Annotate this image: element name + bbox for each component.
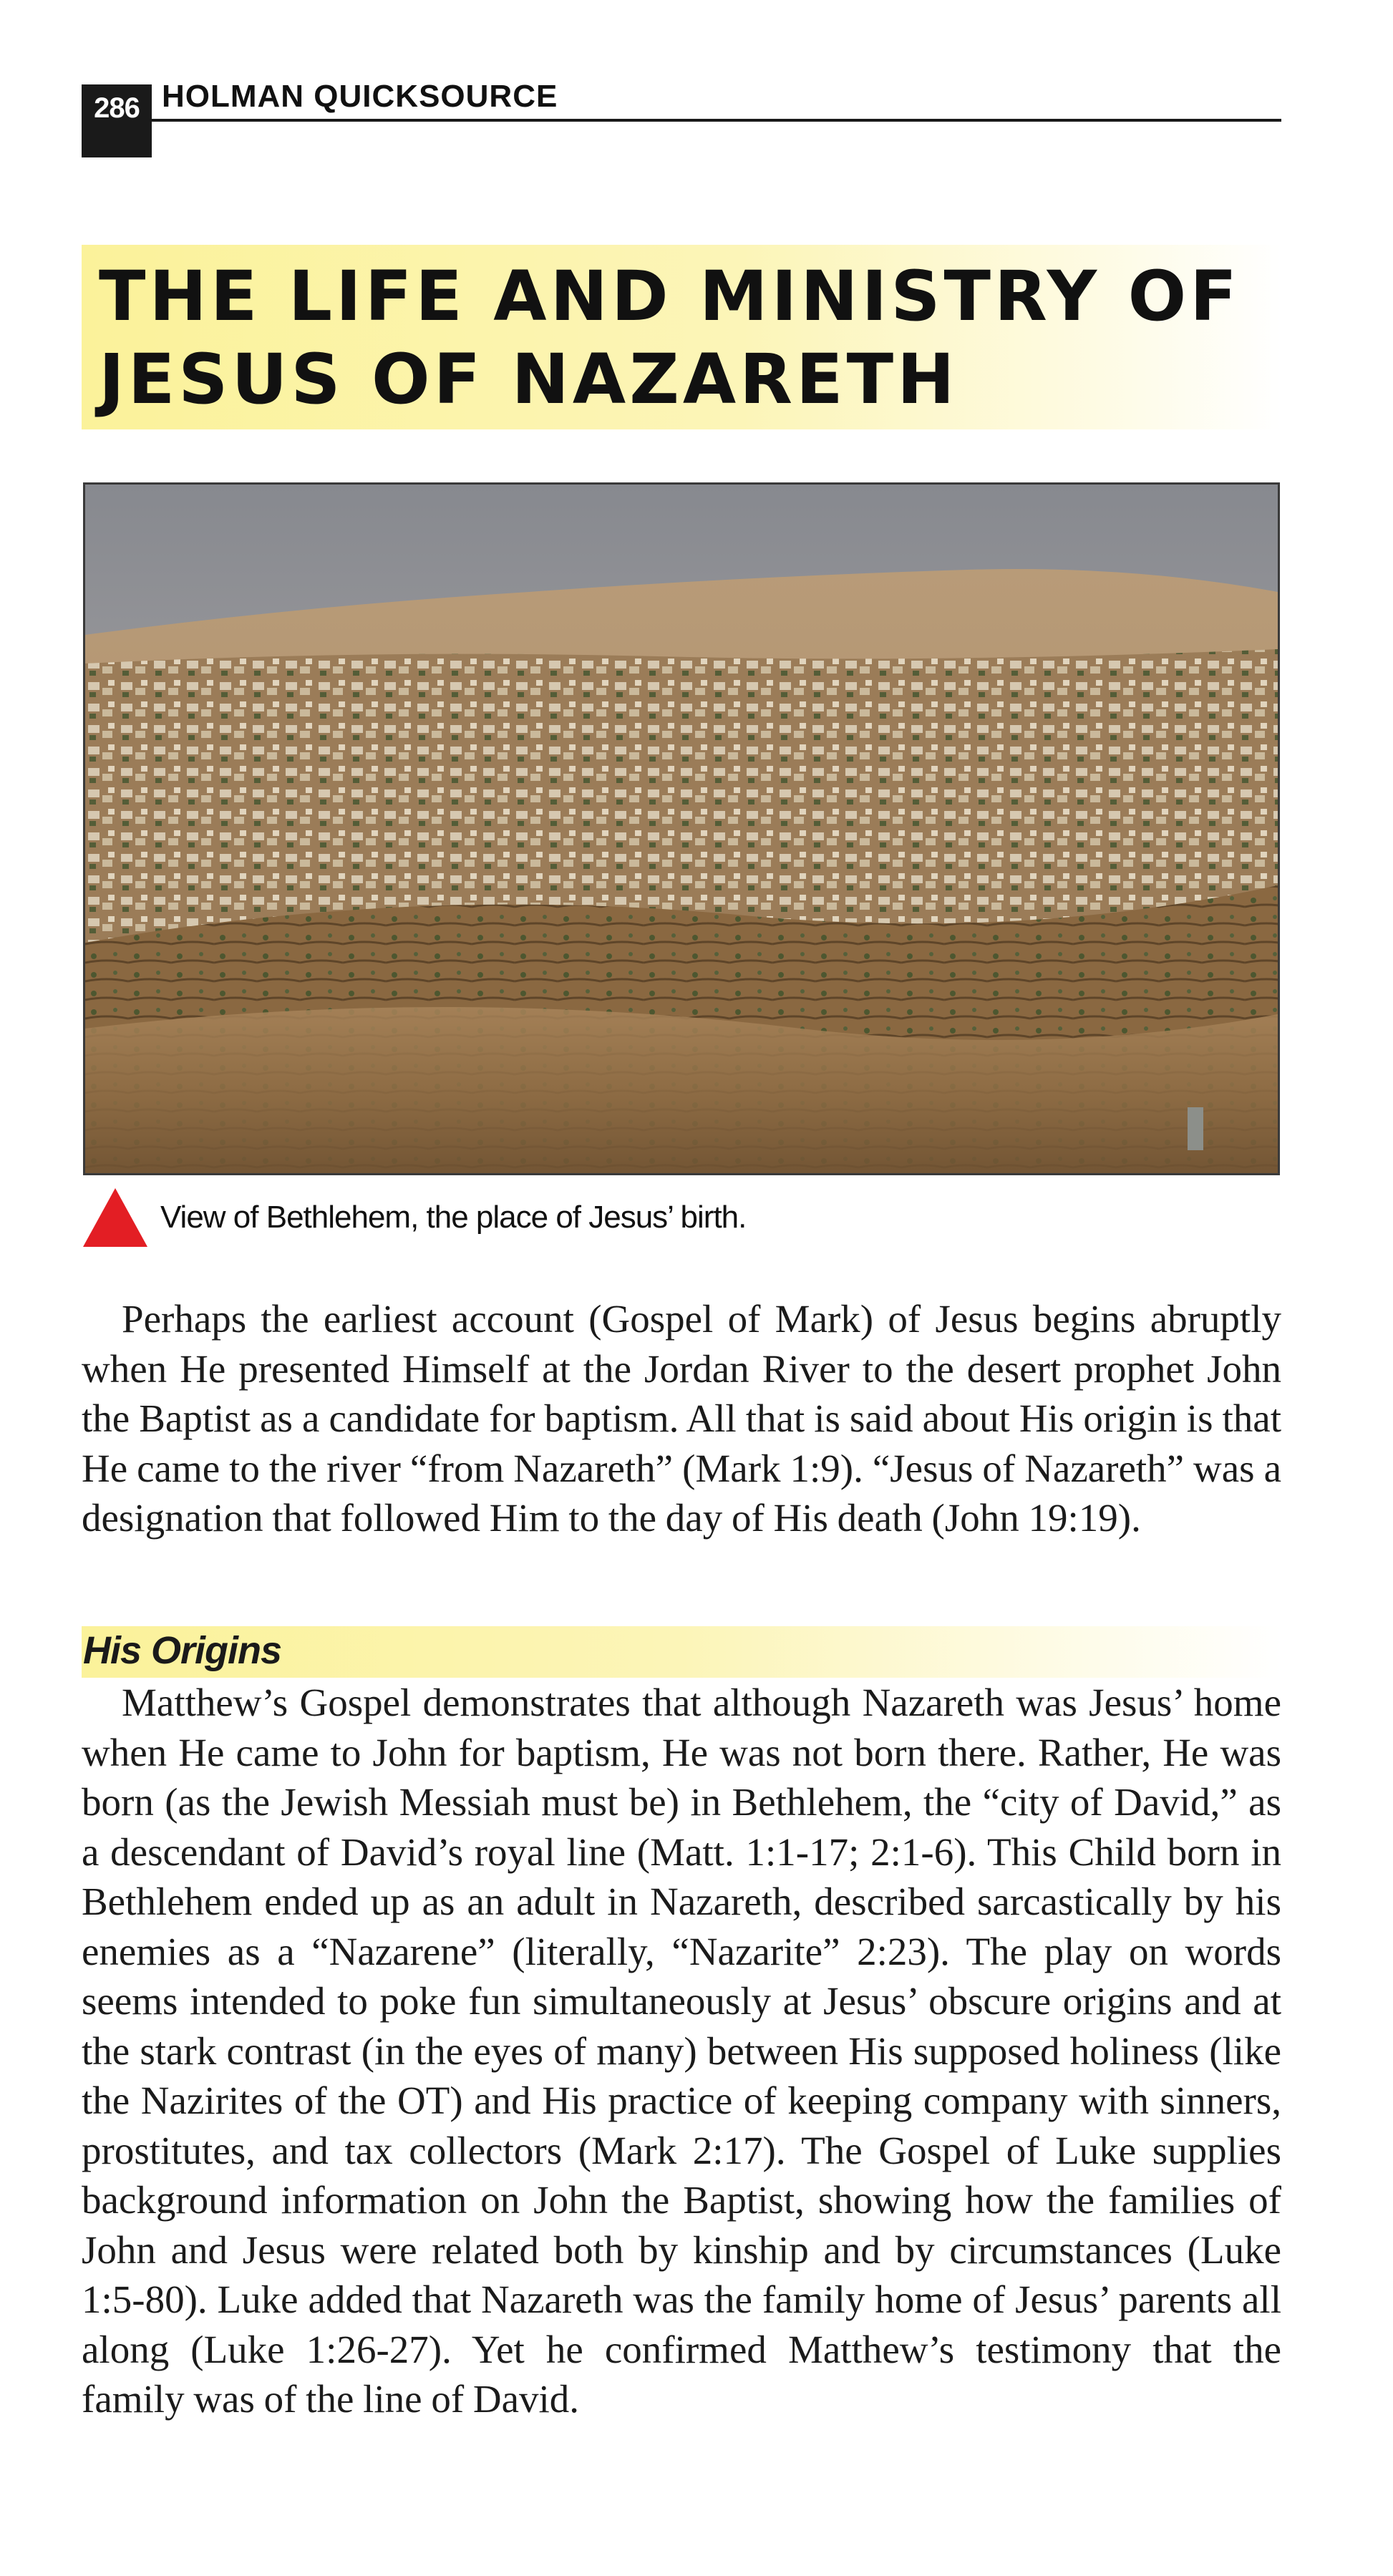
origins-paragraph: Matthew’s Gospel demonstrates that although Nazareth was Jesus’ home when He came to John for baptism, He was not born there. Rather, He was born (as the Jewish Messiah must be) in Bethlehem, the “city of David,” as a descendant of David’s royal line (Matt. 1:1-17; 2:1-6). This Child born in Bethlehem ended up as an adult in Nazareth, described sarcastically by his enemies as a “Nazarene” (literally, “Nazarite” 2:23). The play on words seems intended to poke fun simultaneously at Jesus’ obscure origins and at the stark contrast (in the eyes of many) between His supposed holiness (like the Nazirites of the OT) and His practice of keeping company with sinners, prostitutes, and tax collectors (Mark 2:17). The Gospel of Luke supplies background information on John the Baptist, showing how the families of John and Jesus were related both by kinship and by circumstances (Luke 1:5-80). Luke added that Nazareth was the family home of Jesus’ parents all along (Luke 1:26-27). Yet he confirmed Matthew’s testimony that the family was of the line of David. <box>82 1681 1281 2421</box>
chapter-title: THE LIFE AND MINISTRY OF JESUS OF NAZARETH <box>99 256 1241 419</box>
intro-paragraph: Perhaps the earliest account (Gospel of Mark) of Jesus begins abruptly when He presented Himself at the Jordan River to the desert prophet John the Baptist as a candidate for baptism. All that is said about His origin is that He came to the river “from Nazareth” (Mark 1:9). “Jesus of Nazareth” was a designation that followed Him to the day of His death (John 19:19). <box>82 1297 1281 1540</box>
bethlehem-photo <box>83 482 1280 1175</box>
red-triangle-icon <box>82 1187 149 1248</box>
landscape-illustration <box>85 485 1278 1173</box>
running-header <box>82 77 1281 157</box>
section-heading: His Origins <box>83 1629 282 1672</box>
photo-caption: View of Bethlehem, the place of Jesus’ birth. <box>160 1200 747 1235</box>
header-rule <box>152 119 1281 122</box>
running-title: HOLMAN QUICKSOURCE <box>162 79 558 114</box>
page-number: 286 <box>82 84 152 157</box>
